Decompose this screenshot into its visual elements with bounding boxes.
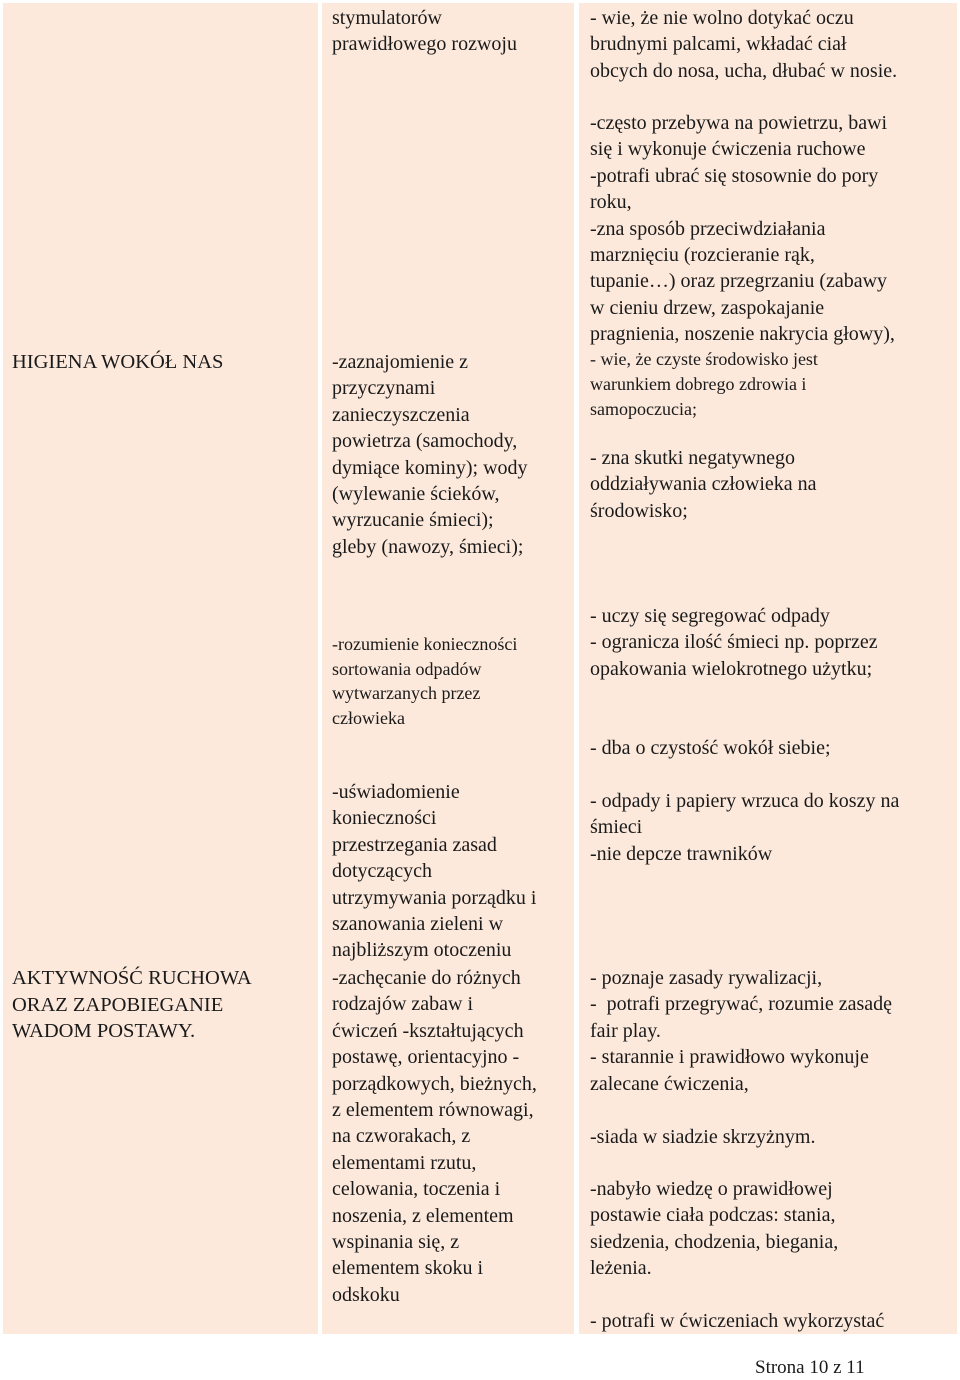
outcomes-cell-4a: - poznaje zasady rywalizacji, - potrafi przegrywać, rozumie zasadę fair play. - starannie i prawidłowo wykonuje zalecane ćwiczenia, [590,967,893,1095]
content-cell-1: -zaznajomienie z przyczynami zanieczyszczenia powietrza (samochody, dymiące kominy); wody (wylewanie ścieków, wyrzucanie śmieci); gleby (nawozy, śmieci); [332,351,528,558]
outcomes-cell-1a: -często przebywa na powietrzu, bawi się i wykonuje ćwiczenia ruchowe -potrafi ubrać się stosownie do pory roku, -zna sposób przeciwdziałania marznięciu (rozcieranie rąk, tupanie…) oraz przegrzaniu (zabawy w cieniu drzew, zaspokajanie pragnienia, noszenie nakrycia głowy), [590,112,895,346]
outcomes-cell-0: - wie, że nie wolno dotykać oczu brudnymi palcami, wkładać ciał obcych do nosa, ucha, dłubać w nosie. [590,7,898,82]
topic-heading-higiena: HIGIENA WOKÓŁ NAS [12,351,224,373]
outcomes-cell-4d: - potrafi w ćwiczeniach wykorzystać [590,1310,885,1332]
page-number: Strona 10 z 11 [755,1357,865,1378]
outcomes-cell-1c: - zna skutki negatywnego oddziaływania człowieka na środowisko; [590,447,817,522]
content-cell-2: -rozumienie konieczności sortowania odpadów wytwarzanych przez człowieka [332,634,518,728]
outcomes-cell-2b: - dba o czystość wokół siebie; [590,737,831,759]
outcomes-cell-4b: -siada w siadzie skrzyżnym. [590,1126,816,1148]
outcomes-cell-1b: - wie, że czyste środowisko jest warunkiem dobrego zdrowia i samopoczucia; [590,349,818,419]
outcomes-cell-2a: - uczy się segregować odpady - ogranicza ilość śmieci np. poprzez opakowania wielokrotnego użytku; [590,605,878,680]
content-cell-3: -uświadomienie konieczności przestrzegania zasad dotyczących utrzymywania porządku i szanowania zieleni w najbliższym otoczeniu [332,781,537,962]
outcomes-cell-3: - odpady i papiery wrzuca do koszy na śmieci -nie depcze trawników [590,790,900,865]
topic-column-bg [3,3,318,1334]
topic-heading-aktywnosc: AKTYWNOŚĆ RUCHOWA ORAZ ZAPOBIEGANIE WADOM POSTAWY. [12,967,252,1042]
content-cell-0: stymulatorów prawidłowego rozwoju [332,7,517,56]
outcomes-cell-4c: -nabyło wiedzę o prawidłowej postawie ciała podczas: stania, siedzenia, chodzenia, biegania, leżenia. [590,1178,839,1280]
content-cell-4: -zachęcanie do różnych rodzajów zabaw i ćwiczeń -kształtujących postawę, orientacyjno - porządkowych, bieżnych, z elementem równowagi, na czworakach, z elementami rzutu, celowania, toczenia i noszenia, z elementem wspinania się, z elementem skoku i odskoku [332,967,537,1306]
